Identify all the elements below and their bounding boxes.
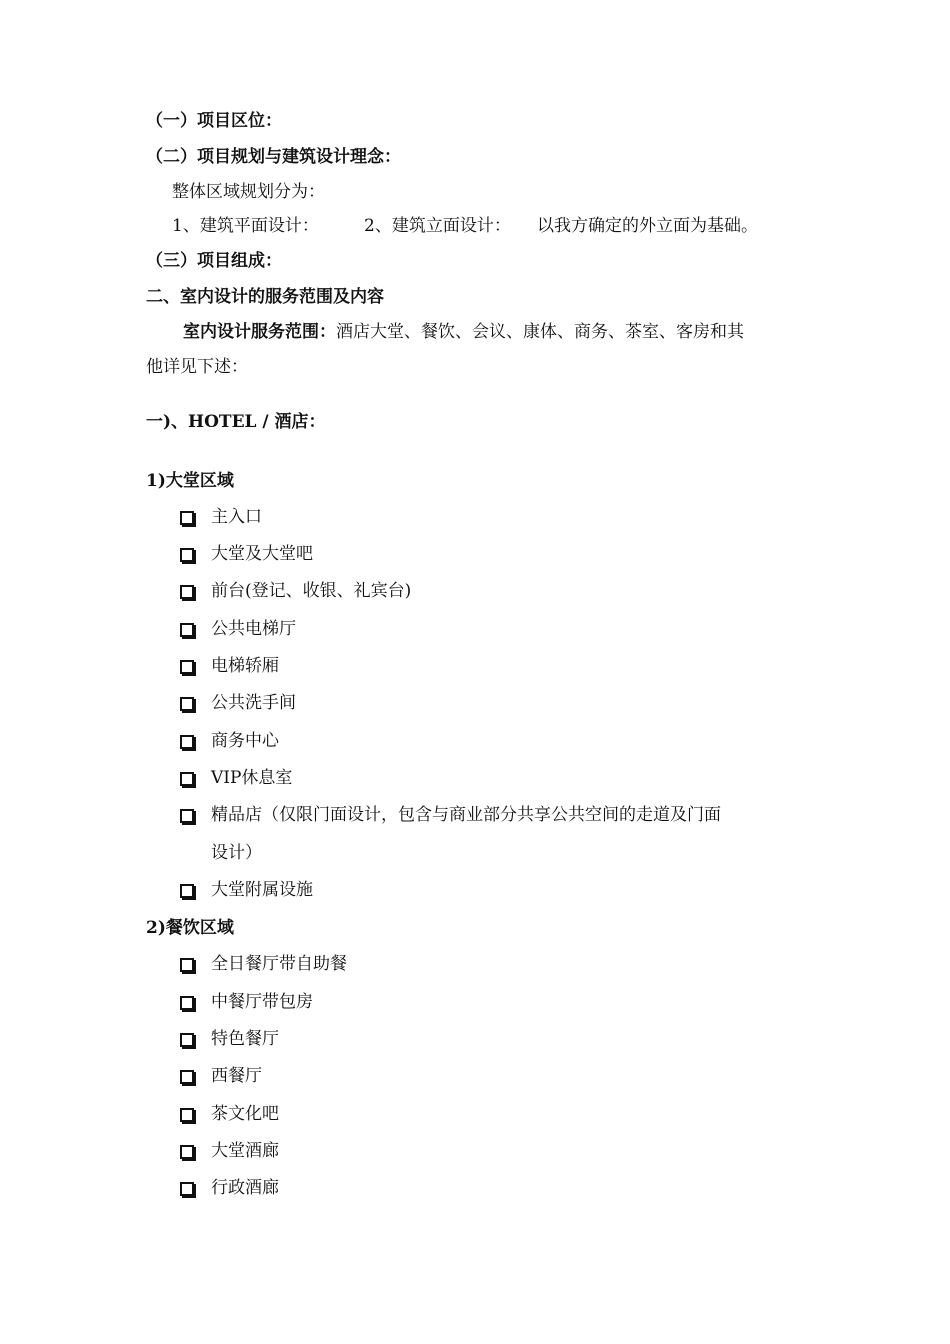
checkbox-icon bbox=[180, 511, 194, 525]
text-planning-intro: 整体区域规划分为： bbox=[172, 182, 325, 202]
list-item: 西餐厅 bbox=[211, 1066, 262, 1086]
checkbox-icon bbox=[180, 996, 194, 1010]
checkbox-icon bbox=[180, 548, 194, 562]
scope-label: 室内设计服务范围： bbox=[183, 322, 336, 342]
list-item: 全日餐厅带自助餐 bbox=[211, 954, 347, 974]
checkbox-icon bbox=[180, 1145, 194, 1159]
list-item: 前台(登记、收银、礼宾台) bbox=[211, 581, 412, 601]
list-item: 茶文化吧 bbox=[211, 1104, 279, 1124]
checkbox-icon bbox=[180, 958, 194, 972]
scope-text: 酒店大堂、餐饮、会议、康体、商务、茶室、客房和其 bbox=[336, 322, 744, 342]
list-item: 大堂及大堂吧 bbox=[211, 544, 313, 564]
checkbox-icon bbox=[180, 884, 194, 898]
text-plan-item-1: 1、建筑平面设计： bbox=[172, 216, 319, 236]
list-item: 大堂酒廊 bbox=[211, 1141, 279, 1161]
checkbox-icon bbox=[180, 809, 194, 823]
list-item: 大堂附属设施 bbox=[211, 880, 313, 900]
checkbox-icon bbox=[180, 735, 194, 749]
hotel-heading bbox=[146, 411, 326, 433]
lobby-heading: 1)大堂区域 bbox=[146, 471, 234, 491]
list-item: 主入口 bbox=[211, 507, 262, 527]
text-plan-item-2: 2、建筑立面设计： bbox=[364, 216, 511, 236]
heading-project-composition: （三）项目组成： bbox=[146, 251, 282, 271]
heading-project-planning: （二）项目规划与建筑设计理念： bbox=[146, 147, 401, 167]
list-item: 行政酒廊 bbox=[211, 1178, 279, 1198]
list-item: 特色餐厅 bbox=[211, 1029, 279, 1049]
checkbox-icon bbox=[180, 623, 194, 637]
scope-paragraph-line-1 bbox=[183, 321, 744, 343]
checkbox-icon bbox=[180, 772, 194, 786]
list-item: 电梯轿厢 bbox=[211, 656, 279, 676]
section-title-interior-design: 二、室内设计的服务范围及内容 bbox=[146, 287, 384, 307]
checkbox-icon bbox=[180, 1033, 194, 1047]
checkbox-icon bbox=[180, 1070, 194, 1084]
checkbox-icon bbox=[180, 660, 194, 674]
list-item-continuation: 设计） bbox=[211, 843, 262, 863]
list-item: VIP休息室 bbox=[211, 768, 293, 788]
checkbox-icon bbox=[180, 585, 194, 599]
dining-heading: 2)餐饮区域 bbox=[146, 918, 234, 938]
list-item: 精品店（仅限门面设计，包含与商业部分共享公共空间的走道及门面 bbox=[211, 805, 721, 825]
list-item: 公共洗手间 bbox=[211, 693, 296, 713]
list-item: 公共电梯厅 bbox=[211, 619, 296, 639]
checkbox-icon bbox=[180, 1108, 194, 1122]
list-item: 商务中心 bbox=[211, 731, 279, 751]
checkbox-icon bbox=[180, 1182, 194, 1196]
text-plan-item-2-desc: 以我方确定的外立面为基础。 bbox=[537, 216, 758, 236]
checkbox-icon bbox=[180, 697, 194, 711]
scope-paragraph-line-2: 他详见下述： bbox=[146, 357, 248, 377]
hotel-heading-text: 一)、HOTEL / 酒店： bbox=[146, 412, 326, 432]
list-item: 中餐厅带包房 bbox=[211, 992, 313, 1012]
heading-project-location: （一）项目区位： bbox=[146, 111, 282, 131]
